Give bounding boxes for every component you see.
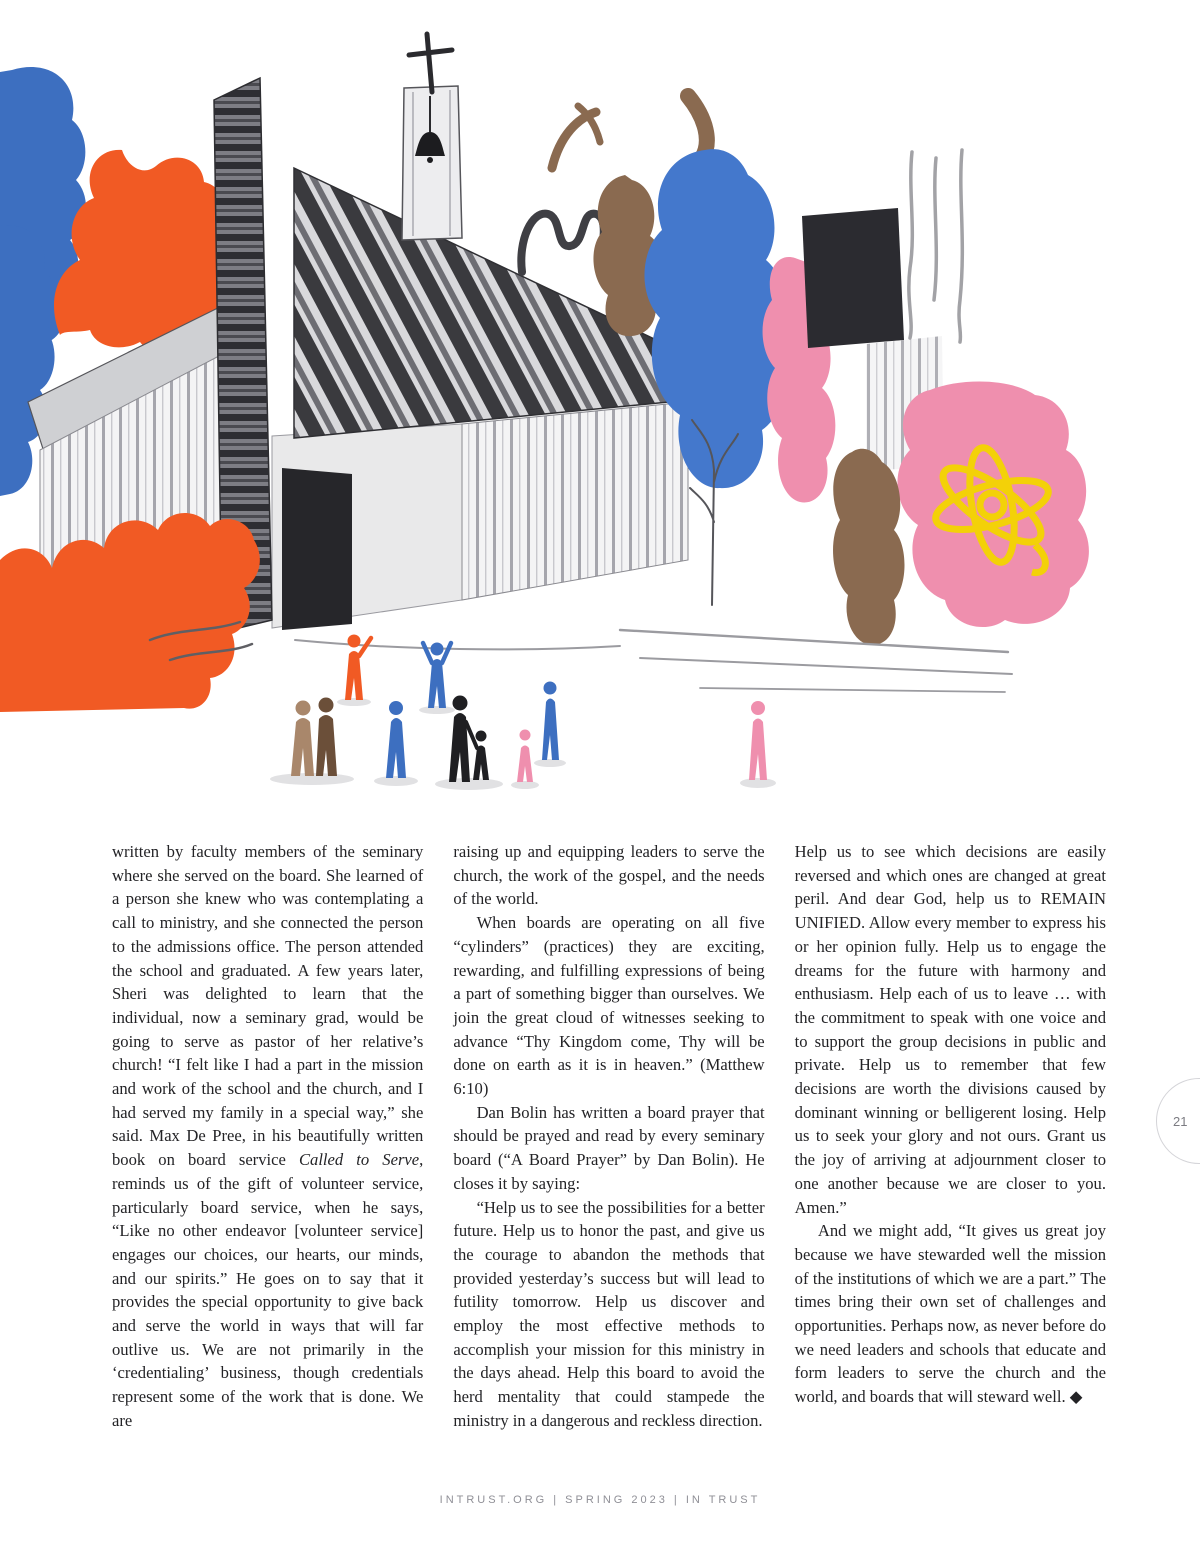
cross-icon: [409, 34, 452, 92]
body-text: And we might add, “It gives us great joy because we have stewarded well the mission of the institutions of which we are a part.” The times bring their own set of challenges and opportunities. Perhaps now, as never before do we need leaders and schools that educate and form leaders to serve the church and the world, and boards that will steward well. ◆: [794, 1221, 1106, 1407]
pencil-strokes-vertical: [909, 150, 962, 342]
article-column-2: [453, 840, 764, 1433]
charcoal-squiggle: [521, 214, 603, 272]
paragraph: [453, 1196, 764, 1433]
footer-line: INTRUST.ORG | SPRING 2023 | IN TRUST: [439, 1494, 761, 1506]
body-text: “Help us to see the possibilities for a better future. Help us to honor the past, and give us the courage to abandon the methods that provided yesterday’s success but will lead to futility tomorrow. Help us discover and employ the most effective methods to accomplish your mission for this ministry in the days ahead. Help this board to avoid the herd mentality that could stampede the ministry in a dangerous and reckless direction.: [453, 1197, 765, 1430]
entrance-doorway: [282, 468, 352, 630]
body-text: written by faculty members of the seminary where she served on the board. She learned of a person she knew who was contemplating a call to ministry, and she connected the person to the admissions office. The person attended the school and graduated. A few years later, Sheri was delighted to learn that the individual, now a seminary grad, would be going to serve as pastor of her relative’s church! “I felt like I had a part in the mission and work of the school and the church, and I had served my family in a special way,” she said. Max De Pree, in his beautifully written book on board service: [112, 842, 424, 1170]
paragraph: [453, 1101, 764, 1196]
page-number-badge: [1156, 1078, 1200, 1164]
paragraph: [795, 840, 1106, 1219]
body-text: Help us to see which decisions are easily reversed and which ones are changed at great peril. And dear God, help us to REMAIN UNIFIED. Allow every member to express his or her opinion fully. Help us to engage the dreams for the future with harmony and enthusiasm. Help each of us to leave … with the commitment to speak with one voice and to support the group decisions in public and private. Help us to remember that few decisions are worth the divisions caused by dominant winning or belligerent losing. Help us to seek your glory and not ours. Grant us the joy of arriving at adjournment closer to one another because we are closer to you. Amen.”: [794, 842, 1106, 1217]
orange-cloud-lower-left: [0, 513, 260, 712]
person-blue: [386, 701, 406, 778]
brown-tree-tall: [833, 449, 904, 645]
italic-text: Called to Serve: [298, 1150, 420, 1170]
bell-clapper: [427, 157, 433, 163]
person-blue-back: [542, 682, 559, 761]
paragraph: [453, 840, 764, 911]
people-figures: [270, 635, 776, 791]
person-couple: [291, 698, 337, 777]
paragraph: [112, 840, 423, 1433]
person-child-pink: [517, 730, 533, 783]
person-arms-up-blue: [423, 643, 451, 709]
right-wall: [462, 402, 688, 600]
pink-blob-large: [898, 382, 1089, 628]
paragraph: [795, 1219, 1106, 1409]
brown-comma: [688, 96, 707, 158]
dark-rectangle: [802, 208, 904, 348]
body-text: raising up and equipping leaders to serve the church, the work of the gospel, and the needs of the world.: [453, 842, 765, 909]
body-text: When boards are operating on all five “cylinders” (practices) they are exciting, rewarding, and fulfilling expressions of being a part of something bigger than ourselves. We join the great cloud of witnesses seeking to advance “Thy Kingdom come, Thy will be done on earth as it is in heaven.” (Matthew 6:10): [453, 913, 765, 1099]
article-body: [112, 840, 1106, 1433]
body-text: Dan Bolin has written a board prayer that should be prayed and read by every seminary board (“A Board Prayer” by Dan Bolin). He closes it by saying:: [453, 1102, 765, 1193]
article-column-1: [112, 840, 423, 1433]
bell-frame: [402, 86, 462, 240]
person-adult-with-child: [449, 696, 489, 783]
article-column-3: [795, 840, 1106, 1433]
body-text: , reminds us of the gift of volunteer service, particularly board service, when he says, “Like no other endeavor [volunteer service] engages our choices, our hearts, our minds, and our spirits.” He goes on to say that it provides the special opportunity to give back and serve the world in ways that will far outlive us. We are not primarily in the ‘credentialing’ business, though credentials represent some of the work that is done. We are: [112, 1150, 424, 1430]
person-pink-right: [749, 701, 767, 780]
ground-lines: [295, 630, 1012, 692]
page-number: 21: [1173, 1113, 1188, 1129]
paragraph: [453, 911, 764, 1101]
person-waving-orange: [345, 635, 371, 701]
